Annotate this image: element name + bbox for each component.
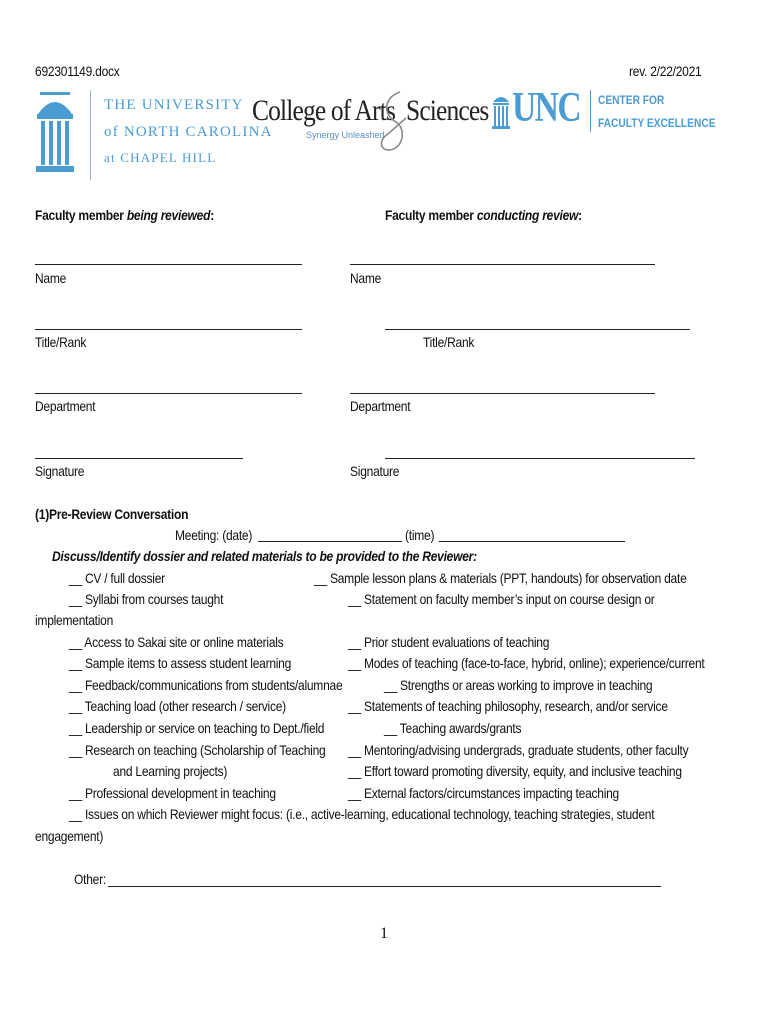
unc-name-line-3: at CHAPEL HILL <box>104 150 217 165</box>
old-well-logo-icon <box>34 88 76 181</box>
checklist-item[interactable]: __ Statement on faculty member’s input on course design or <box>348 591 655 607</box>
unc-wordmark: UNC <box>512 85 580 131</box>
section-1-title: (1)Pre-Review Conversation <box>35 506 189 522</box>
checklist-item[interactable]: __ Syllabi from courses taught <box>69 591 224 607</box>
reviewer-heading: Faculty member conducting review: <box>385 207 582 223</box>
meeting-time-label: (time) <box>405 527 435 543</box>
coas-title-left: College of Arts <box>252 94 396 127</box>
reviewed-signature-line[interactable] <box>35 458 243 459</box>
reviewer-signature-label: Signature <box>350 463 400 479</box>
cfe-divider <box>590 90 591 132</box>
revision-date: rev. 2/22/2021 <box>629 63 702 79</box>
checklist-item[interactable]: __ Teaching load (other research / service) <box>69 698 286 714</box>
ampersand-icon <box>376 88 410 159</box>
discuss-heading: Discuss/Identify dossier and related materials to be provided to the Reviewer: <box>52 548 477 564</box>
checklist-item-continuation: and Learning projects) <box>113 763 228 779</box>
checklist-item[interactable]: __ Prior student evaluations of teaching <box>348 634 550 650</box>
reviewed-title-label: Title/Rank <box>35 334 87 350</box>
reviewer-department-label: Department <box>350 398 411 414</box>
reviewer-title-label: Title/Rank <box>423 334 475 350</box>
cfe-name-line-2: FACULTY EXCELLENCE <box>598 116 716 130</box>
other-label: Other: <box>74 871 106 887</box>
checklist-item[interactable]: __ Mentoring/advising undergrads, graduate students, other faculty <box>348 742 689 758</box>
checklist-item[interactable]: __ CV / full dossier <box>69 570 165 586</box>
reviewer-signature-line[interactable] <box>385 458 695 459</box>
checklist-item-continuation: engagement) <box>35 828 104 844</box>
checklist-item[interactable]: __ External factors/circumstances impacting teaching <box>348 785 620 801</box>
reviewed-department-label: Department <box>35 398 96 414</box>
unc-name-line-1: THE UNIVERSITY <box>104 97 244 113</box>
other-line[interactable] <box>108 886 661 887</box>
coas-tagline: Synergy Unleashed <box>306 130 385 140</box>
unc-name-line-2: of NORTH CAROLINA <box>104 124 273 140</box>
reviewer-name-label: Name <box>350 270 382 286</box>
checklist-item[interactable]: __ Modes of teaching (face-to-face, hybrid, online); experience/current <box>348 655 705 671</box>
checklist-item[interactable]: __ Teaching awards/grants <box>384 720 522 736</box>
logo-divider <box>90 90 91 180</box>
checklist-item[interactable]: __ Leadership or service on teaching to Dept./field <box>69 720 325 736</box>
checklist-item[interactable]: __ Sample lesson plans & materials (PPT, handouts) for observation date <box>314 570 687 586</box>
reviewed-name-line[interactable] <box>35 264 302 265</box>
checklist-item[interactable]: __ Access to Sakai site or online materials <box>69 634 284 650</box>
checklist-item[interactable]: __ Research on teaching (Scholarship of Teaching <box>69 742 326 758</box>
document-filename: 692301149.docx <box>35 63 120 79</box>
checklist-item[interactable]: __ Effort toward promoting diversity, equity, and inclusive teaching <box>348 763 682 779</box>
page-number: 1 <box>380 925 388 942</box>
reviewed-title-line[interactable] <box>35 329 302 330</box>
reviewer-title-line[interactable] <box>385 329 690 330</box>
meeting-date-label: Meeting: (date) <box>175 527 253 543</box>
cfe-name-line-1: CENTER FOR <box>598 93 665 107</box>
reviewer-department-line[interactable] <box>350 393 655 394</box>
reviewer-name-line[interactable] <box>350 264 655 265</box>
checklist-item[interactable]: __ Feedback/communications from students/alumnae <box>69 677 343 693</box>
unc-well-mark-icon <box>492 92 510 135</box>
meeting-date-line[interactable] <box>258 541 402 542</box>
checklist-item[interactable]: __ Issues on which Reviewer might focus: (i.e., active-learning, educational technology, teaching strategies, student <box>69 806 655 822</box>
reviewed-signature-label: Signature <box>35 463 85 479</box>
reviewed-name-label: Name <box>35 270 67 286</box>
checklist-item-continuation: implementation <box>35 612 114 628</box>
meeting-time-line[interactable] <box>439 541 625 542</box>
coas-title-right: Sciences <box>406 94 489 127</box>
checklist-item[interactable]: __ Statements of teaching philosophy, research, and/or service <box>348 698 668 714</box>
reviewed-department-line[interactable] <box>35 393 302 394</box>
checklist-item[interactable]: __ Sample items to assess student learning <box>69 655 292 671</box>
checklist-item[interactable]: __ Strengths or areas working to improve in teaching <box>384 677 653 693</box>
reviewed-heading: Faculty member being reviewed: <box>35 207 214 223</box>
checklist-item[interactable]: __ Professional development in teaching <box>69 785 276 801</box>
